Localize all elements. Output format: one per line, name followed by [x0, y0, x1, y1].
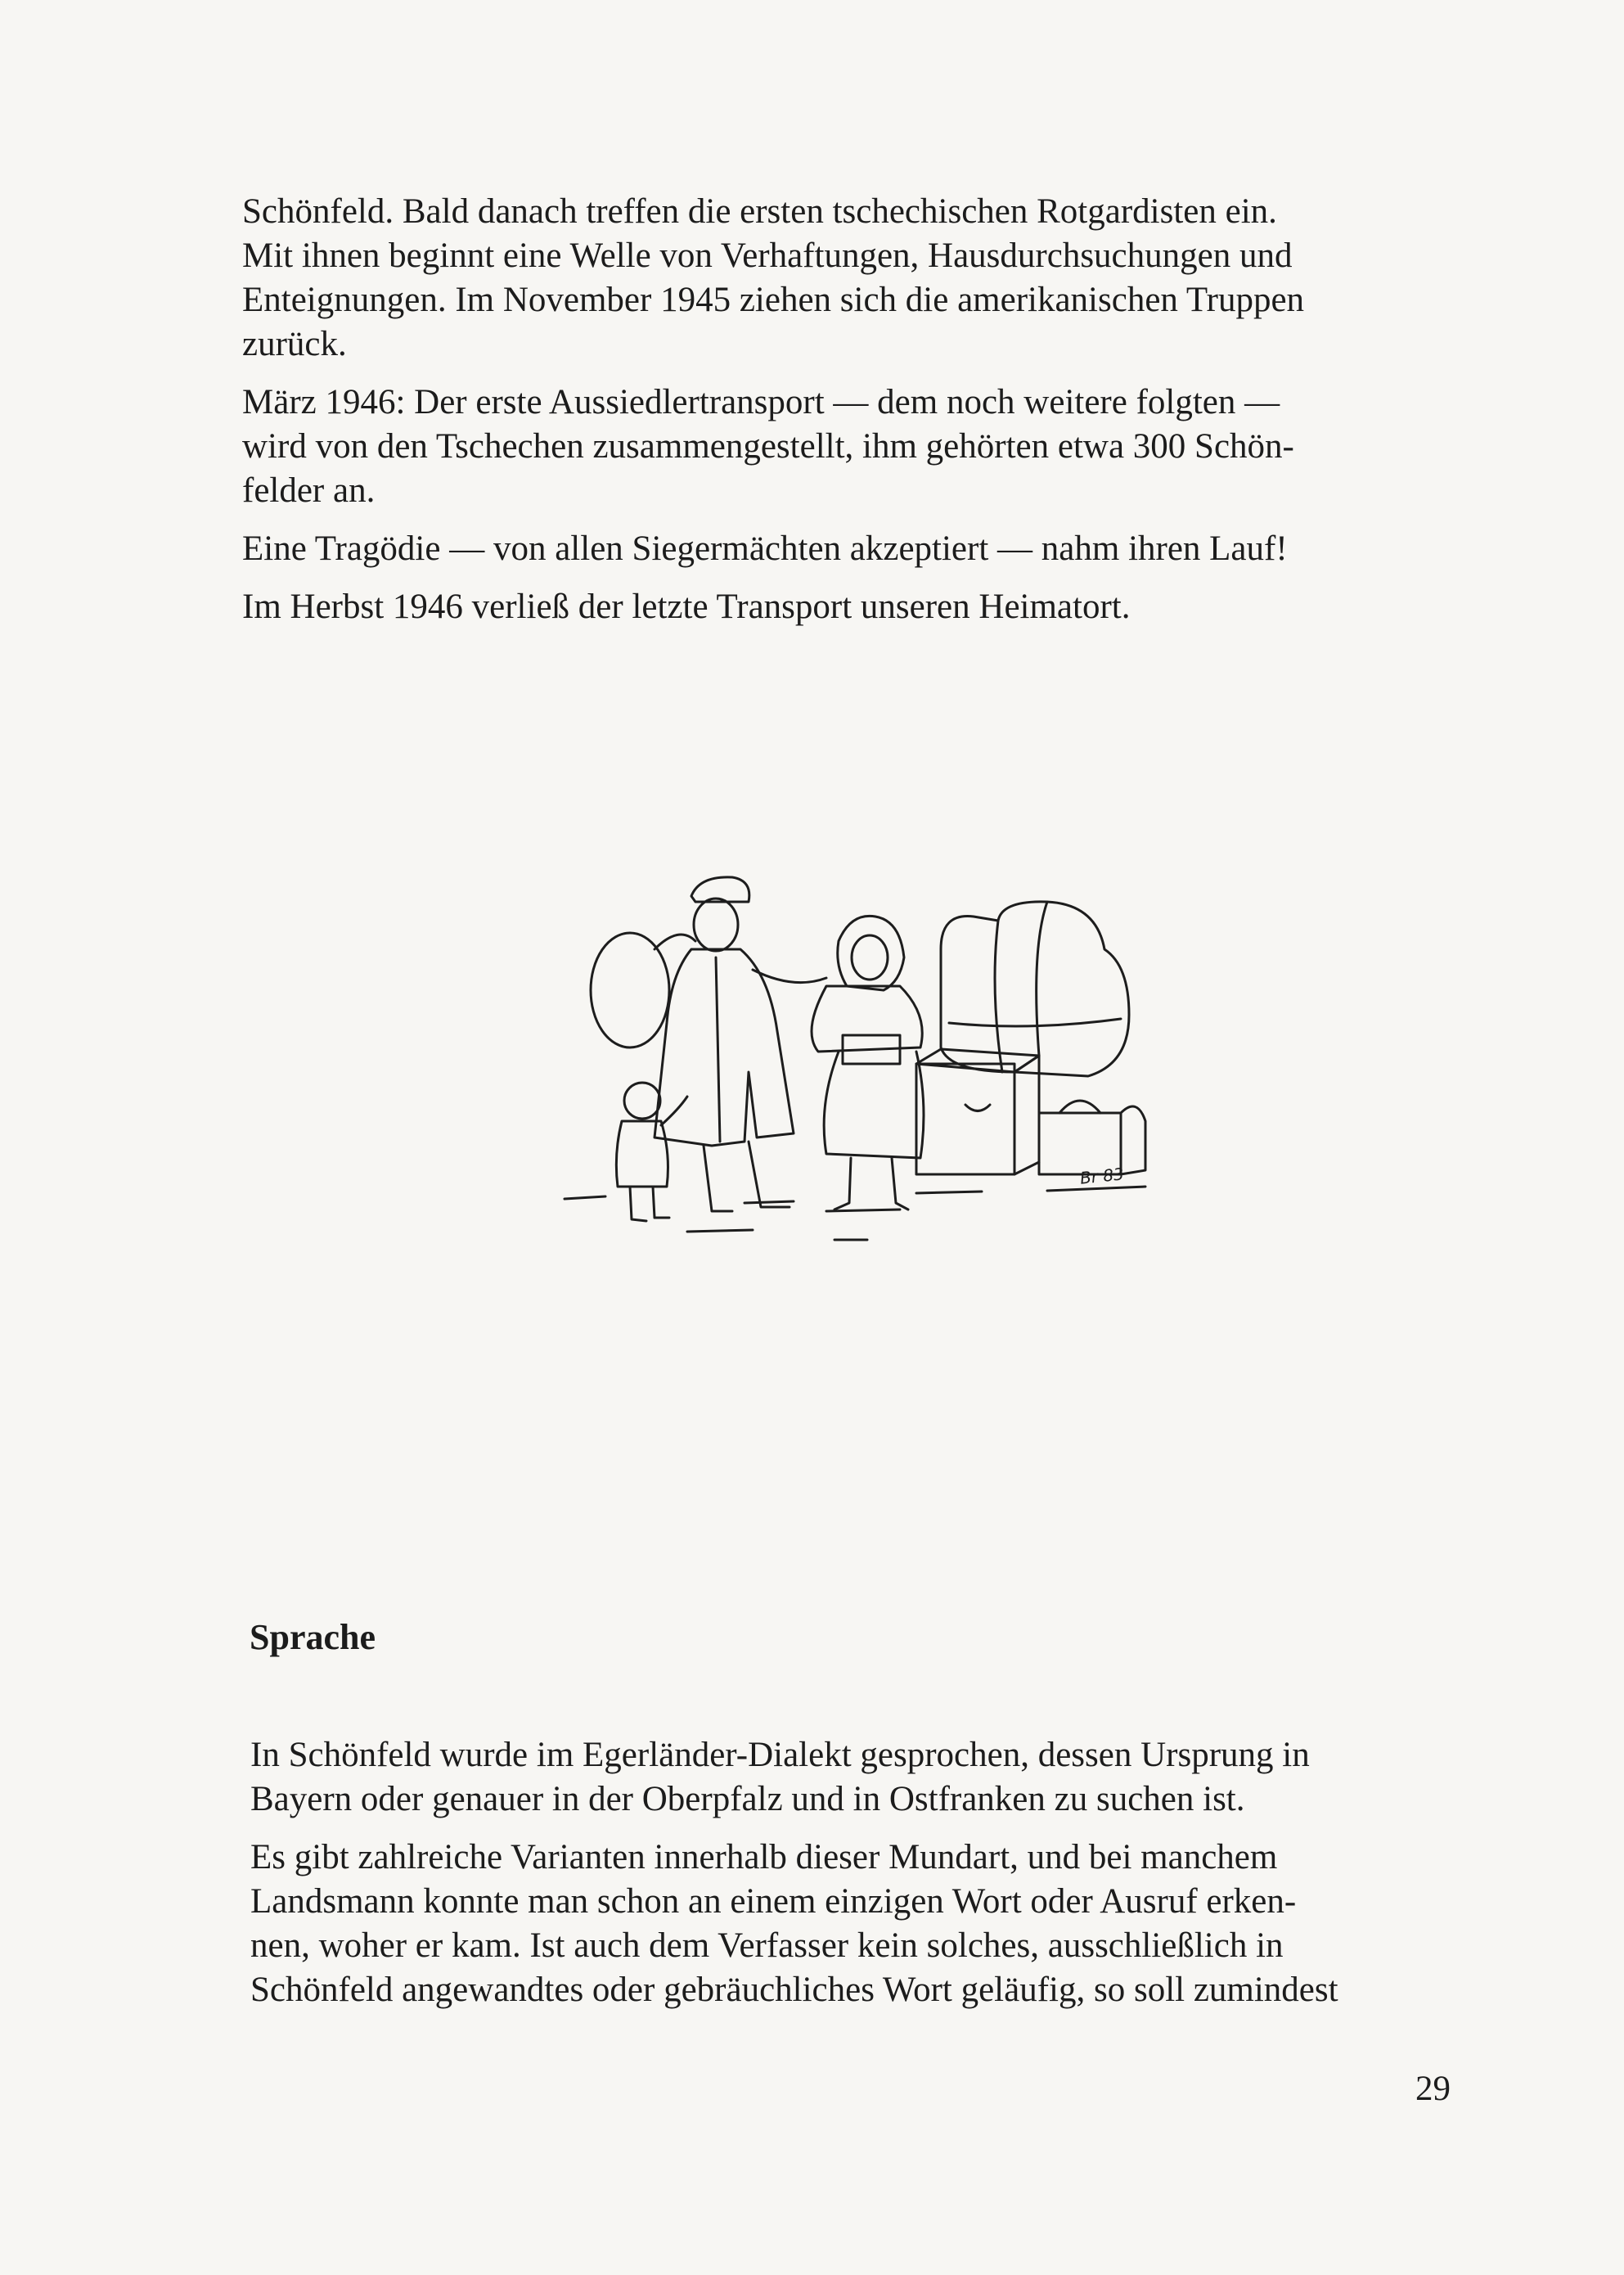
page-number: 29 [1415, 2070, 1451, 2108]
body-text-top [242, 190, 1448, 643]
artist-signature: Br 83 [1078, 1164, 1125, 1188]
paragraph: Eine Tragödie — von allen Siegermächten akzeptiert — nahm ihren Lauf! [242, 529, 1288, 568]
section-heading: Sprache [250, 1617, 376, 1657]
ink-drawing [556, 827, 1178, 1260]
paragraph: Schönfeld. Bald danach treffen die ersten tschechischen Rotgardisten ein. Mit ihnen beginnt eine Welle von Verhaftungen, Hausdurchsuchungen und Enteignungen. Im November 1945 ziehen sich die amerikanischen Truppen zurück. [242, 192, 1305, 363]
paragraph: Es gibt zahlreiche Varianten innerhalb dieser Mundart, und bei manchem Landsmann konnte man schon an einem einzigen Wort oder Ausruf erken- nen, woher er kam. Ist auch dem Verfasser kein solches, ausschließlich in Schönfeld angewandtes oder gebräuchliches Wort geläufig, so soll zumindest [250, 1838, 1338, 2009]
paragraph: In Schönfeld wurde im Egerländer-Dialekt gesprochen, dessen Ursprung in Bayern oder genauer in der Oberpfalz und in Ostfranken zu suchen ist. [250, 1736, 1310, 1818]
body-text-bottom [250, 1733, 1450, 2026]
refugee-family-illustration [556, 827, 1178, 1260]
paragraph: März 1946: Der erste Aussiedlertransport — dem noch weitere folgten — wird von den Tschechen zusammengestellt, ihm gehörten etwa 300 Schön- felder an. [242, 383, 1294, 510]
paragraph: Im Herbst 1946 verließ der letzte Transport unseren Heimatort. [242, 588, 1131, 626]
